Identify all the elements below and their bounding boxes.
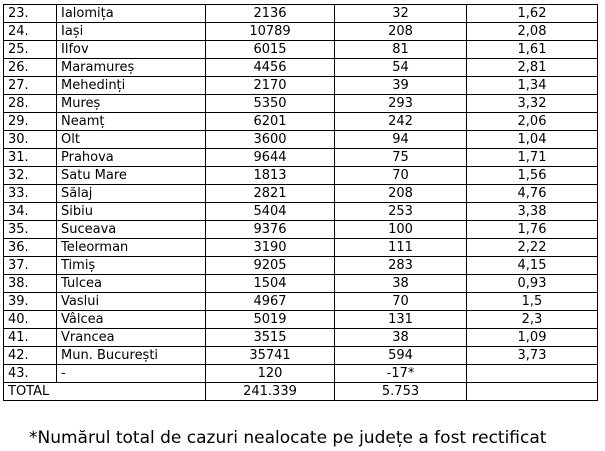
- total-row: [4, 383, 598, 401]
- row-number: 25.: [4, 41, 57, 59]
- rate-value: 3,32: [467, 95, 598, 113]
- rate-value: 1,34: [467, 77, 598, 95]
- table-row: [4, 293, 598, 311]
- rate-value: 2,06: [467, 113, 598, 131]
- table-row: [4, 77, 598, 95]
- table-row: [4, 113, 598, 131]
- county-name: Neamț: [57, 113, 206, 131]
- county-name: Mehedinți: [57, 77, 206, 95]
- rate-value: 2,3: [467, 311, 598, 329]
- cases-value: 10789: [206, 23, 335, 41]
- county-name: Mureș: [57, 95, 206, 113]
- cases-value: 1813: [206, 167, 335, 185]
- rate-value: [467, 365, 598, 383]
- cases-value: 2136: [206, 5, 335, 23]
- deaths-value: 293: [335, 95, 467, 113]
- deaths-value: 131: [335, 311, 467, 329]
- total-label: TOTAL: [4, 383, 206, 401]
- cases-value: 6201: [206, 113, 335, 131]
- cases-value: 4456: [206, 59, 335, 77]
- deaths-value: 94: [335, 131, 467, 149]
- table-row: [4, 95, 598, 113]
- cases-value: 5350: [206, 95, 335, 113]
- row-number: 32.: [4, 167, 57, 185]
- cases-value: 9644: [206, 149, 335, 167]
- rate-value: 3,73: [467, 347, 598, 365]
- table-row: [4, 221, 598, 239]
- cases-value: 3600: [206, 131, 335, 149]
- cases-value: 6015: [206, 41, 335, 59]
- rate-value: 0,93: [467, 275, 598, 293]
- row-number: 36.: [4, 239, 57, 257]
- table-row: [4, 59, 598, 77]
- table-row: [4, 257, 598, 275]
- deaths-value: 283: [335, 257, 467, 275]
- county-name: Vâlcea: [57, 311, 206, 329]
- total-cases-value: 241.339: [206, 383, 335, 401]
- deaths-value: 208: [335, 23, 467, 41]
- row-number: 42.: [4, 347, 57, 365]
- row-number: 40.: [4, 311, 57, 329]
- table-row: [4, 329, 598, 347]
- table-row: [4, 149, 598, 167]
- row-number: 28.: [4, 95, 57, 113]
- deaths-value: -17*: [335, 365, 467, 383]
- rate-value: 2,22: [467, 239, 598, 257]
- row-number: 26.: [4, 59, 57, 77]
- county-name: Mun. București: [57, 347, 206, 365]
- rate-value: 1,5: [467, 293, 598, 311]
- county-name: Tulcea: [57, 275, 206, 293]
- county-name: Maramureș: [57, 59, 206, 77]
- rate-value: 1,56: [467, 167, 598, 185]
- row-number: 30.: [4, 131, 57, 149]
- deaths-value: 75: [335, 149, 467, 167]
- county-name: Timiș: [57, 257, 206, 275]
- cases-value: 2821: [206, 185, 335, 203]
- row-number: 41.: [4, 329, 57, 347]
- rate-value: 1,09: [467, 329, 598, 347]
- county-name: Iași: [57, 23, 206, 41]
- deaths-value: 594: [335, 347, 467, 365]
- row-number: 23.: [4, 5, 57, 23]
- cases-value: 35741: [206, 347, 335, 365]
- deaths-value: 70: [335, 167, 467, 185]
- rate-value: 4,76: [467, 185, 598, 203]
- deaths-value: 54: [335, 59, 467, 77]
- table-row: [4, 23, 598, 41]
- county-name: Teleorman: [57, 239, 206, 257]
- row-number: 31.: [4, 149, 57, 167]
- county-name: Sibiu: [57, 203, 206, 221]
- county-name: Satu Mare: [57, 167, 206, 185]
- cases-value: 2170: [206, 77, 335, 95]
- county-name: Olt: [57, 131, 206, 149]
- row-number: 39.: [4, 293, 57, 311]
- deaths-value: 242: [335, 113, 467, 131]
- cases-value: 120: [206, 365, 335, 383]
- table-row: [4, 167, 598, 185]
- rate-value: 1,62: [467, 5, 598, 23]
- rate-value: 2,08: [467, 23, 598, 41]
- rate-value: 1,61: [467, 41, 598, 59]
- deaths-value: 39: [335, 77, 467, 95]
- table-row: [4, 347, 598, 365]
- table-row: [4, 365, 598, 383]
- cases-value: 9376: [206, 221, 335, 239]
- cases-value: 5404: [206, 203, 335, 221]
- deaths-value: 100: [335, 221, 467, 239]
- rate-value: 3,38: [467, 203, 598, 221]
- row-number: 34.: [4, 203, 57, 221]
- deaths-value: 38: [335, 329, 467, 347]
- county-name: Suceava: [57, 221, 206, 239]
- footnote: *Numărul total de cazuri nealocate pe județe a fost rectificat: [29, 428, 547, 448]
- row-number: 37.: [4, 257, 57, 275]
- row-number: 33.: [4, 185, 57, 203]
- table-row: [4, 41, 598, 59]
- county-name: -: [57, 365, 206, 383]
- table-row: [4, 239, 598, 257]
- county-name: Ialomița: [57, 5, 206, 23]
- county-name: Vrancea: [57, 329, 206, 347]
- county-name: Prahova: [57, 149, 206, 167]
- table-row: [4, 311, 598, 329]
- cases-value: 3515: [206, 329, 335, 347]
- row-number: 35.: [4, 221, 57, 239]
- row-number: 43.: [4, 365, 57, 383]
- row-number: 38.: [4, 275, 57, 293]
- table-row: [4, 203, 598, 221]
- deaths-value: 32: [335, 5, 467, 23]
- total-deaths-value: 5.753: [335, 383, 467, 401]
- table-row: [4, 131, 598, 149]
- cases-value: 4967: [206, 293, 335, 311]
- rate-value: 1,04: [467, 131, 598, 149]
- rate-value: 1,76: [467, 221, 598, 239]
- county-name: Vaslui: [57, 293, 206, 311]
- county-statistics-table: [3, 4, 598, 401]
- deaths-value: 208: [335, 185, 467, 203]
- deaths-value: 81: [335, 41, 467, 59]
- cases-value: 9205: [206, 257, 335, 275]
- table-row: [4, 5, 598, 23]
- cases-value: 3190: [206, 239, 335, 257]
- row-number: 29.: [4, 113, 57, 131]
- county-name: Ilfov: [57, 41, 206, 59]
- table-row: [4, 185, 598, 203]
- row-number: 24.: [4, 23, 57, 41]
- table-body: [4, 5, 598, 401]
- row-number: 27.: [4, 77, 57, 95]
- rate-value: 1,71: [467, 149, 598, 167]
- rate-value: 2,81: [467, 59, 598, 77]
- cases-value: 1504: [206, 275, 335, 293]
- deaths-value: 253: [335, 203, 467, 221]
- deaths-value: 111: [335, 239, 467, 257]
- deaths-value: 70: [335, 293, 467, 311]
- county-name: Sălaj: [57, 185, 206, 203]
- table-row: [4, 275, 598, 293]
- rate-value: 4,15: [467, 257, 598, 275]
- deaths-value: 38: [335, 275, 467, 293]
- cases-value: 5019: [206, 311, 335, 329]
- total-rate-value: [467, 383, 598, 401]
